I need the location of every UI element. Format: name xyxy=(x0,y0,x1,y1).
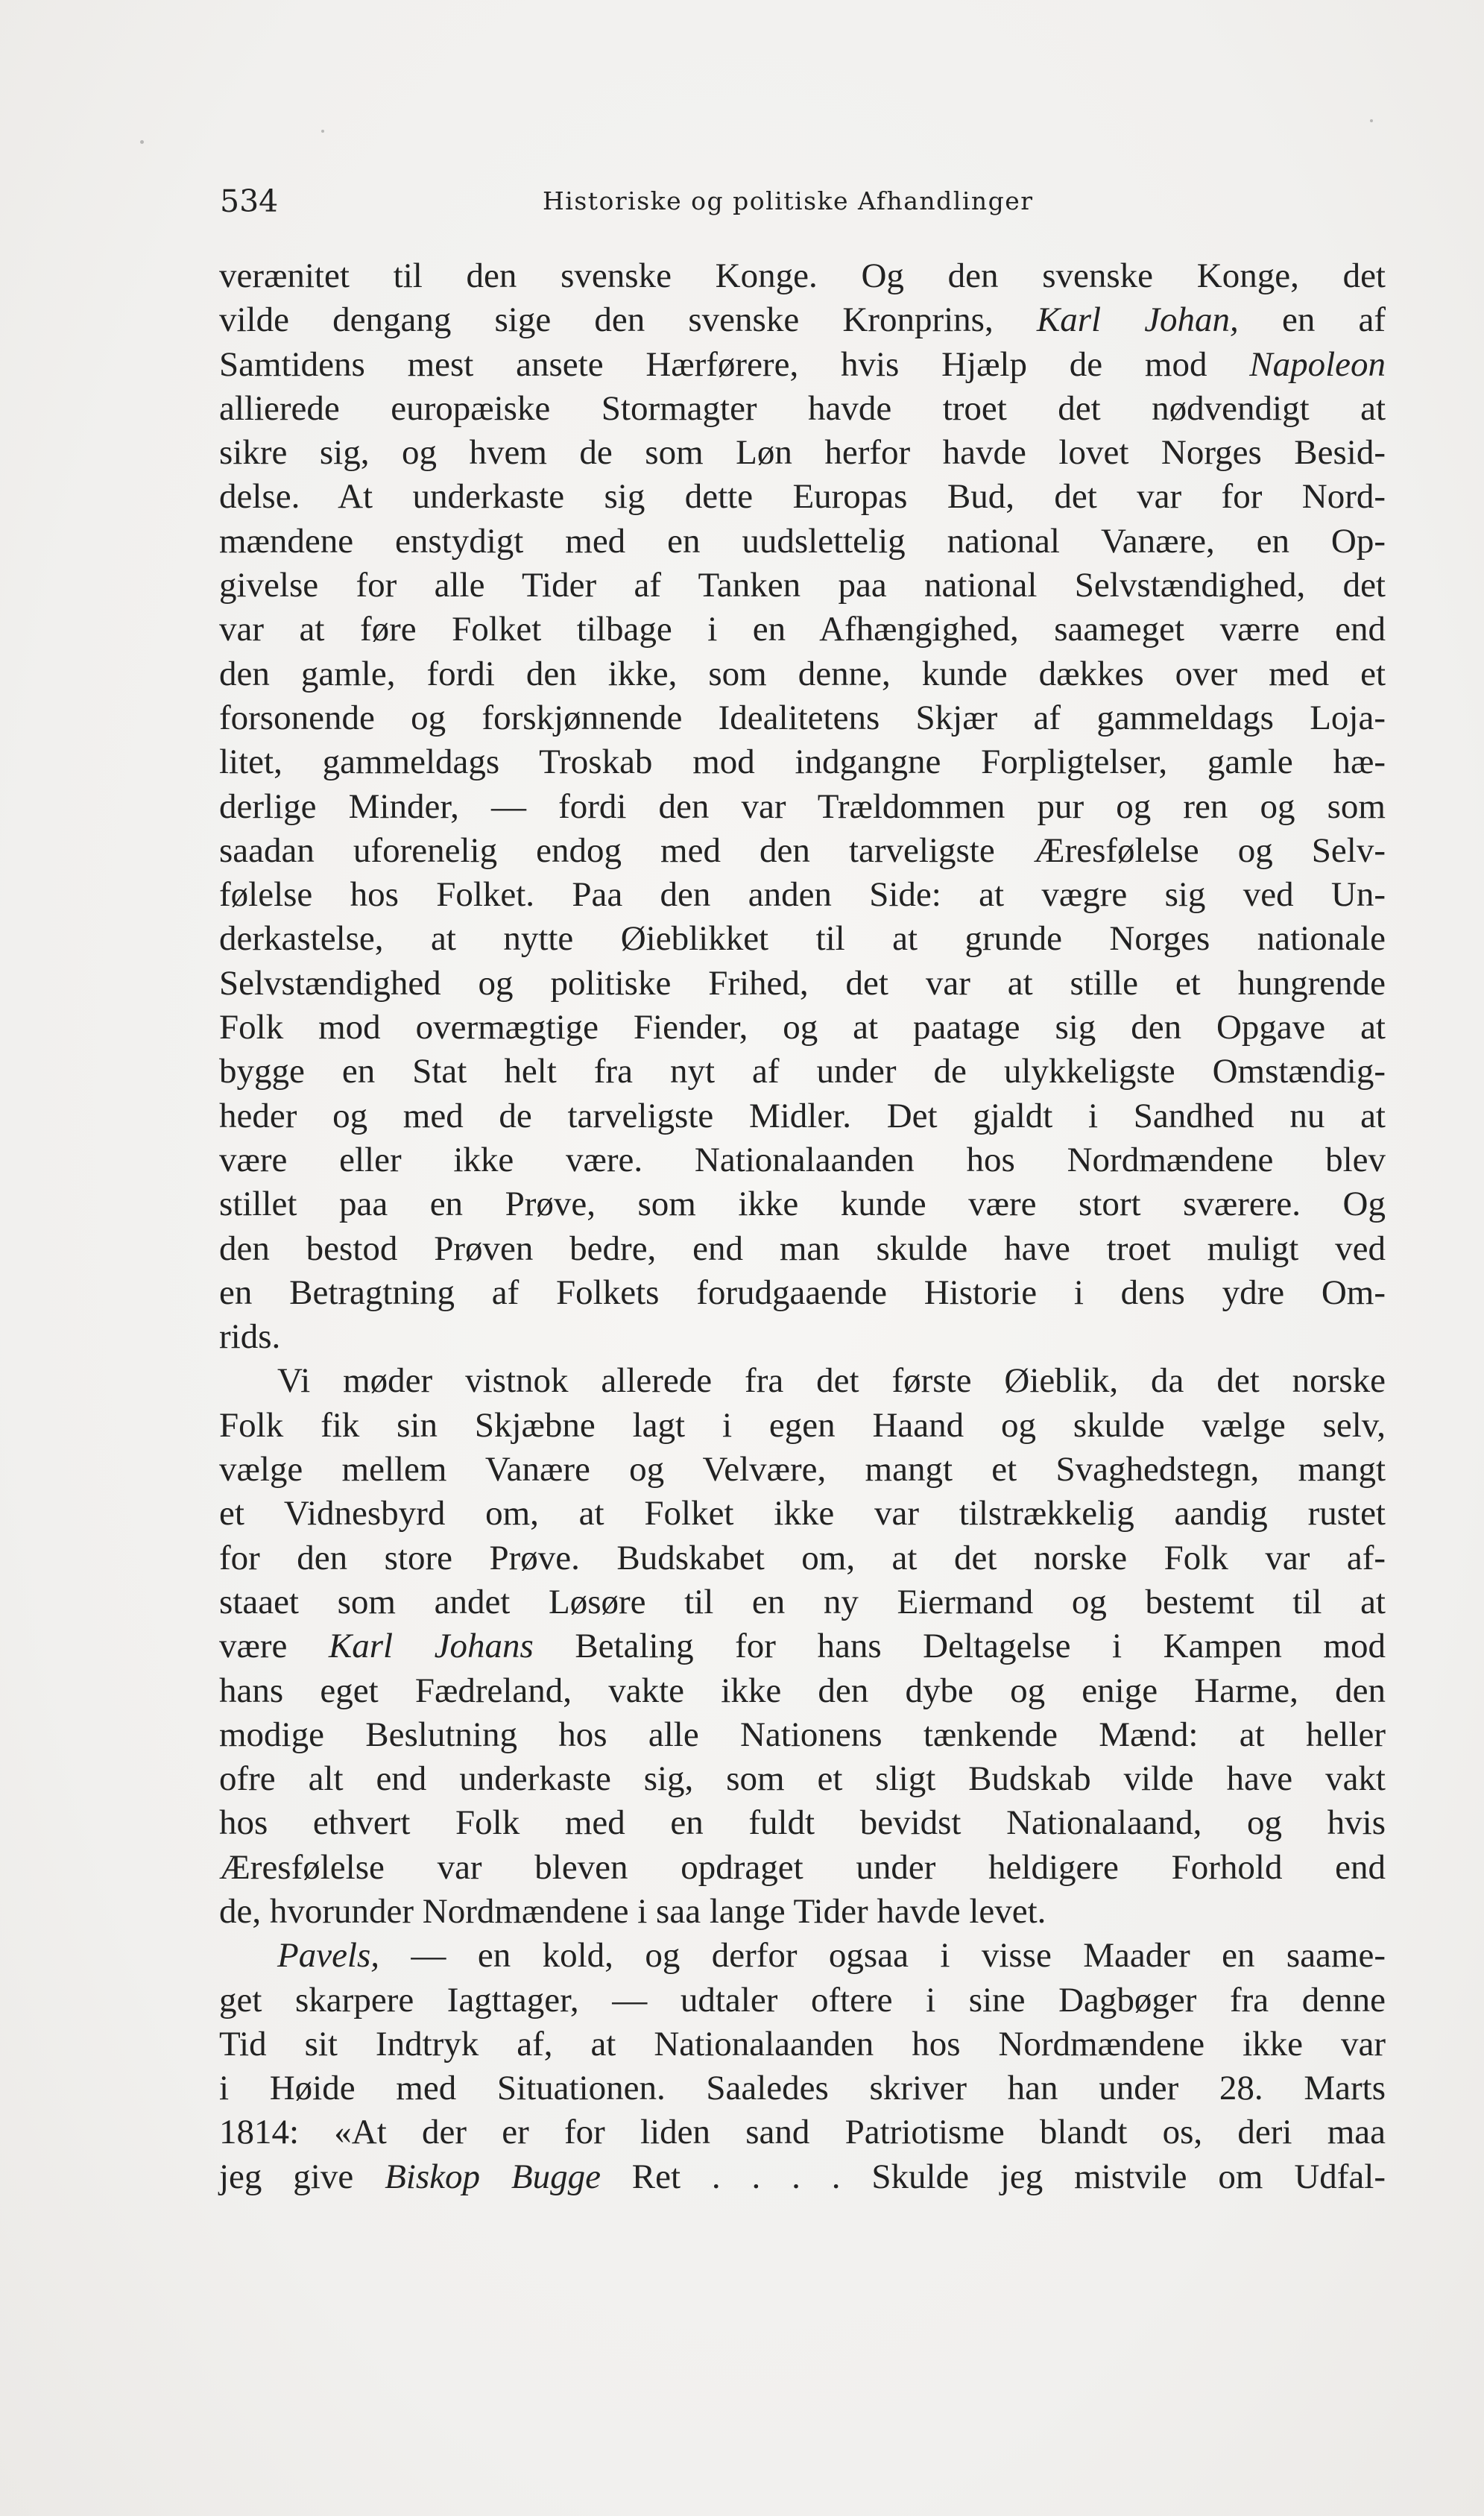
text-line xyxy=(219,1448,1386,1492)
text-run: hans eget Fædreland, vakte ikke den dybe og enige Harme, den xyxy=(219,1671,1386,1710)
text-run: et Vidnesbyrd om, at Folket ikke var tilstrækkelig aandig rustet xyxy=(219,1494,1386,1533)
text-line xyxy=(219,1359,1386,1403)
text-line xyxy=(219,873,1386,917)
text-line xyxy=(219,608,1386,652)
text-line xyxy=(219,1713,1386,1757)
text-line xyxy=(219,254,1386,298)
text-line xyxy=(219,564,1386,608)
text-run: være eller ikke være. Nationalaanden hos Nordmændene blev xyxy=(219,1140,1386,1179)
text-line xyxy=(219,1801,1386,1845)
text-run: Tid sit Indtryk af, at Nationalaanden hos Nordmændene ikke var xyxy=(219,2024,1386,2063)
text-run: stillet paa en Prøve, som ikke kunde være stort sværere. Og xyxy=(219,1185,1386,1224)
text-run: de, hvorunder Nordmændene i saa lange Tider havde levet. xyxy=(219,1891,1046,1931)
text-run: modige Beslutning hos alle Nationens tænkende Mænd: at heller xyxy=(219,1715,1386,1754)
text-run: den gamle, fordi den ikke, som denne, kunde dækkes over med et xyxy=(219,654,1386,693)
text-run: delse. At underkaste sig dette Europas Bud, det var for Nord- xyxy=(219,477,1386,517)
text-line xyxy=(219,1492,1386,1536)
italic-name: Pavels, xyxy=(277,1936,380,1976)
text-line xyxy=(219,2022,1386,2066)
text-run: bygge en Stat helt fra nyt af under de ulykkeligste Omstændig- xyxy=(219,1052,1386,1091)
text-line xyxy=(219,1624,1386,1668)
text-line xyxy=(219,2155,1386,2199)
text-line xyxy=(219,1227,1386,1271)
text-run: den bestod Prøven bedre, end man skulde have troet muligt ved xyxy=(219,1229,1386,1268)
text-line xyxy=(219,917,1386,961)
text-run: rids. xyxy=(219,1317,281,1357)
text-line xyxy=(219,1890,1386,1934)
text-line xyxy=(219,962,1386,1006)
text-line xyxy=(219,520,1386,564)
text-run: Selvstændighed og politiske Frihed, det var at stille et hungrende xyxy=(219,963,1386,1003)
text-line xyxy=(219,1934,1386,1978)
text-run: være xyxy=(219,1627,329,1666)
text-line xyxy=(219,2110,1386,2154)
text-run: hos ethvert Folk med en fuldt bevidst Nationalaand, og hvis xyxy=(219,1803,1386,1843)
text-run: Folk fik sin Skjæbne lagt i egen Haand og skulde vælge selv, xyxy=(219,1405,1386,1445)
text-run: derkastelse, at nytte Øieblikket til at grunde Norges nationale xyxy=(219,919,1386,959)
text-run: staaet som andet Løsøre til en ny Eiermand og bestemt til at xyxy=(219,1582,1386,1621)
italic-name: Napoleon xyxy=(1249,344,1386,384)
print-speck xyxy=(140,140,144,144)
text-line xyxy=(219,1094,1386,1138)
running-header xyxy=(220,179,1383,224)
text-run: følelse hos Folket. Paa den anden Side: at vægre sig ved Un- xyxy=(219,875,1386,915)
text-run: var at føre Folket tilbage i en Afhængighed, saameget værre end xyxy=(219,610,1386,649)
text-run: forsonende og forskjønnende Idealitetens Skjær af gammeldags Loja- xyxy=(219,698,1386,737)
text-run: verænitet til den svenske Konge. Og den svenske Konge, det xyxy=(219,256,1386,295)
text-run: ofre alt end underkaste sig, som et sligt Budskab vilde have vakt xyxy=(219,1759,1386,1799)
text-line xyxy=(219,1182,1386,1226)
text-run: Vi møder vistnok allerede fra det første Øieblik, da det norske xyxy=(277,1361,1386,1401)
text-line xyxy=(219,1536,1386,1580)
text-run: 1814: «At der er for liden sand Patriotisme blandt os, deri maa xyxy=(219,2113,1386,2152)
text-line xyxy=(219,1138,1386,1182)
text-run: Samtidens mest ansete Hærførere, hvis Hjælp de mod xyxy=(219,344,1250,384)
text-line xyxy=(219,1006,1386,1050)
text-run: en af xyxy=(1238,300,1386,340)
text-line xyxy=(219,1979,1386,2022)
text-run: allierede europæiske Stormagter havde troet det nødvendigt at xyxy=(219,388,1386,428)
text-line xyxy=(219,1271,1386,1315)
text-run: mændene enstydigt med en uudslettelig national Vanære, en Op- xyxy=(219,521,1386,561)
italic-name: Karl Johan, xyxy=(1036,300,1239,340)
text-line xyxy=(219,1757,1386,1801)
text-line xyxy=(219,1669,1386,1713)
text-run: jeg give xyxy=(219,2157,385,2196)
text-line xyxy=(219,387,1386,431)
text-run: vilde dengang sige den svenske Kronprins, xyxy=(219,300,1037,340)
text-run: Æresfølelse var bleven opdraget under heldigere Forhold end xyxy=(219,1847,1386,1887)
text-line xyxy=(219,1315,1386,1359)
text-run: — en kold, og derfor ogsaa i visse Maader en saame- xyxy=(379,1936,1386,1976)
italic-name: Karl Johans xyxy=(328,1627,534,1666)
text-run: sikre sig, og hvem de som Løn herfor havde lovet Norges Besid- xyxy=(219,433,1386,473)
text-line xyxy=(219,652,1386,696)
running-title: Historiske og politiske Afhandlinger xyxy=(543,186,1034,215)
text-run: givelse for alle Tider af Tanken paa national Selvstændighed, det xyxy=(219,566,1386,605)
text-line xyxy=(219,2066,1386,2110)
text-run: for den store Prøve. Budskabet om, at det norske Folk var af- xyxy=(219,1538,1386,1577)
text-line xyxy=(219,475,1386,519)
text-line xyxy=(219,1404,1386,1448)
text-run: heder og med de tarveligste Midler. Det gjaldt i Sandhed nu at xyxy=(219,1096,1386,1135)
text-line xyxy=(219,1050,1386,1094)
page-number: 534 xyxy=(220,183,279,219)
text-line xyxy=(219,1580,1386,1624)
text-run: Folk mod overmægtige Fiender, og at paatage sig den Opgave at xyxy=(219,1008,1386,1047)
text-line xyxy=(219,696,1386,740)
text-line xyxy=(219,740,1386,784)
text-line xyxy=(219,829,1386,873)
text-run: en Betragtning af Folkets forudgaaende Historie i dens ydre Om- xyxy=(219,1273,1386,1312)
text-run: derlige Minder, — fordi den var Trældommen pur og ren og som xyxy=(219,786,1386,826)
text-run: vælge mellem Vanære og Velvære, mangt et Svaghedstegn, mangt xyxy=(219,1450,1386,1489)
print-speck xyxy=(1370,119,1373,122)
text-run: get skarpere Iagttager, — udtaler oftere i sine Dagbøger fra denne xyxy=(219,1980,1386,2020)
text-run: litet, gammeldags Troskab mod indgangne Forpligtelser, gamle hæ- xyxy=(219,742,1386,782)
text-run: i Høide med Situationen. Saaledes skriver han under 28. Marts xyxy=(219,2069,1386,2108)
print-speck xyxy=(321,130,324,133)
text-run: Ret . . . . Skulde jeg mistvile om Udfal- xyxy=(600,2157,1386,2196)
text-line xyxy=(219,298,1386,342)
text-line xyxy=(219,343,1386,387)
text-line xyxy=(219,431,1386,475)
text-run: saadan uforenelig endog med den tarveligste Æresfølelse og Selv- xyxy=(219,830,1386,870)
text-line xyxy=(219,1846,1386,1890)
body-text xyxy=(219,254,1386,2199)
italic-name: Biskop Bugge xyxy=(385,2157,601,2196)
text-line xyxy=(219,785,1386,829)
text-run: Betaling for hans Deltagelse i Kampen mod xyxy=(533,1627,1386,1666)
